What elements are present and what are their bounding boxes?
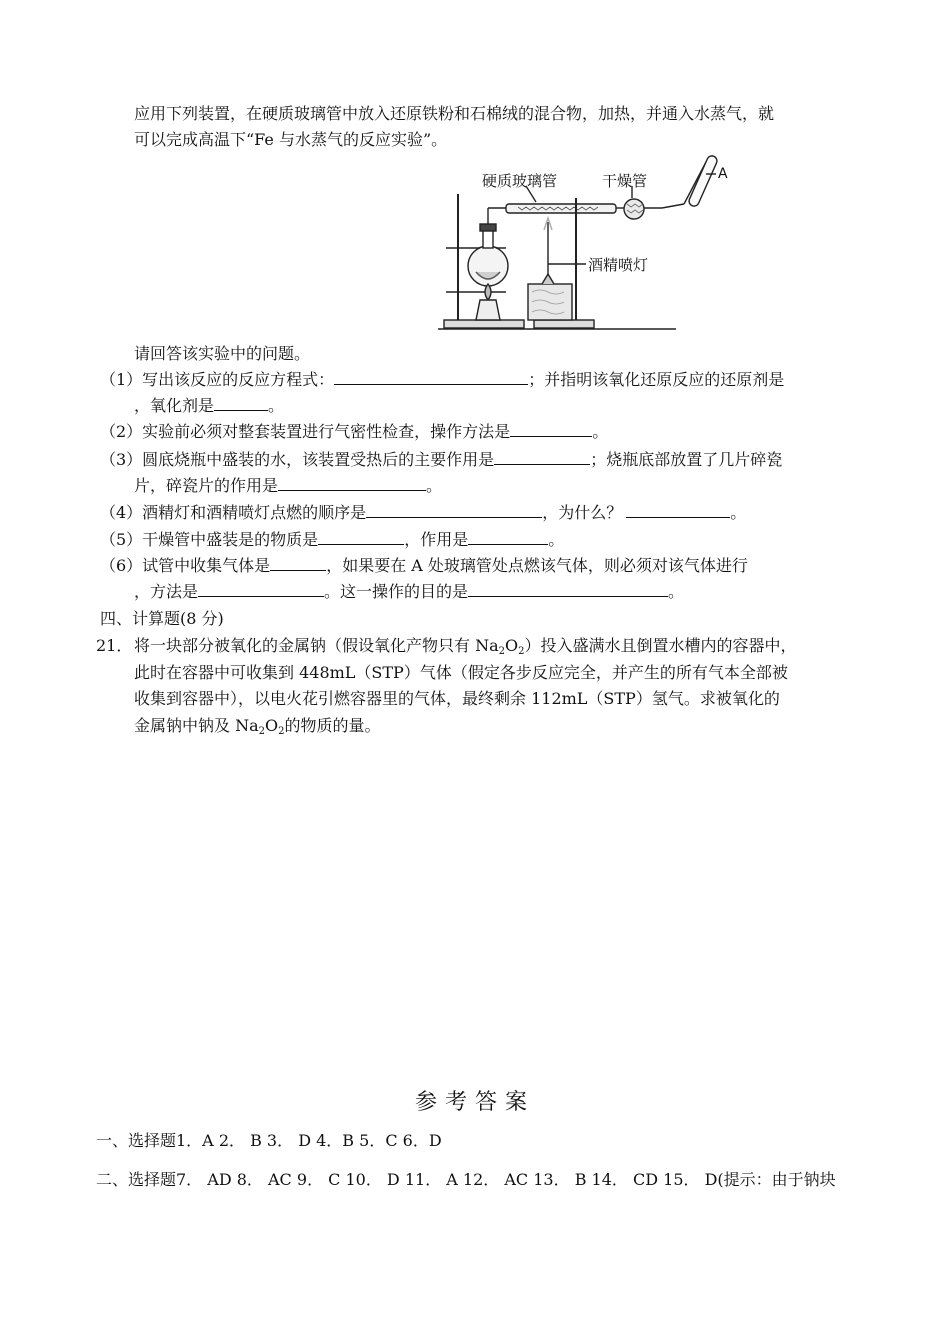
q1-text-b: ；并指明该氧化还原反应的还原剂是 — [528, 370, 785, 389]
q5-text-a: （5）干燥管中盛装是的物质是 — [100, 530, 319, 549]
q3-answer-blank-shards[interactable] — [278, 476, 426, 491]
question-21-line-4 — [134, 716, 381, 736]
q6-text-a: （6）试管中收集气体是 — [100, 556, 271, 575]
q2-text-a: （2）实验前必须对整套装置进行气密性检查，操作方法是 — [100, 422, 511, 441]
question-21-number: 21． — [96, 636, 133, 655]
q21-l1-sub-2: 2 — [518, 646, 525, 657]
q6-answer-blank-purpose[interactable] — [468, 582, 668, 597]
question-4 — [100, 503, 746, 523]
apparatus-figure — [436, 152, 732, 336]
question-1-line-1 — [100, 370, 784, 390]
q21-l4-text-b: O — [265, 716, 279, 735]
answer-line-2: 二、选择题7． AD 8． AC 9． C 10． D 11． A 12． AC 13． B 14． CD 15． D(提示：由于钠块 — [96, 1170, 836, 1189]
q5-text-b: ，作用是 — [404, 530, 469, 549]
label-alcohol-spray-lamp: 酒精喷灯 — [588, 256, 649, 274]
q6-text-b: ，如果要在 A 处玻璃管处点燃该气体，则必须对该气体进行 — [326, 556, 748, 575]
apparatus-diagram — [436, 152, 732, 336]
question-3-line-1 — [100, 450, 782, 470]
q6-answer-blank-method[interactable] — [198, 582, 324, 597]
q6-answer-blank-gas[interactable] — [270, 556, 326, 571]
section-4-heading: 四、计算题(8 分) — [100, 609, 224, 628]
label-hard-glass-tube: 硬质玻璃管 — [482, 172, 558, 190]
q1-answer-blank-oxidant[interactable] — [214, 396, 268, 411]
q4-answer-blank-order[interactable] — [366, 503, 542, 518]
q21-l4-text-a: 金属钠中钠及 Na — [134, 716, 259, 735]
q4-answer-blank-reason[interactable] — [626, 503, 730, 518]
q2-text-b: 。 — [592, 422, 609, 441]
q21-l4-sub-2: 2 — [278, 726, 285, 737]
q21-l1-text-a: 将一块部分被氧化的金属钠（假设氧化产物只有 Na — [134, 636, 499, 655]
q1-text-c: ，氧化剂是 — [134, 396, 215, 415]
q1-text-d: 。 — [268, 396, 285, 415]
q21-l4-sub-1: 2 — [258, 726, 266, 737]
q3-text-d: 。 — [426, 476, 443, 495]
q6-text-d: 。这一操作的目的是 — [324, 582, 469, 601]
q5-text-c: 。 — [548, 530, 565, 549]
q1-answer-blank-equation[interactable] — [334, 370, 528, 385]
prompt-text: 请回答该实验中的问题。 — [134, 344, 311, 363]
q3-answer-blank-water[interactable] — [494, 450, 590, 465]
question-6-line-1 — [100, 556, 748, 576]
q6-text-c: ，方法是 — [134, 582, 199, 601]
question-21-line-1 — [134, 636, 797, 656]
q3-text-b: ；烧瓶底部放置了几片碎瓷 — [590, 450, 783, 469]
q5-answer-blank-substance[interactable] — [318, 530, 404, 545]
question-2 — [100, 422, 608, 442]
q4-text-b: ，为什么？ — [542, 503, 623, 522]
intro-line-2: 可以完成高温下“Fe 与水蒸气的反应实验”。 — [134, 130, 448, 149]
q5-answer-blank-function[interactable] — [468, 530, 548, 545]
question-3-line-2 — [134, 476, 442, 496]
label-drying-tube: 干燥管 — [602, 172, 648, 190]
question-21-line-3: 收集到容器中），以电火花引燃容器里的气体，最终剩余 112mL（STP）氢气。求被氧化的 — [134, 689, 780, 708]
q21-l1-text-c: ）投入盛满水且倒置水槽内的容器中， — [524, 636, 797, 655]
question-6-line-2 — [134, 582, 684, 602]
q21-l4-text-c: 的物质的量。 — [284, 716, 381, 735]
q4-text-a: （4）酒精灯和酒精喷灯点燃的顺序是 — [100, 503, 367, 522]
q2-answer-blank[interactable] — [510, 422, 592, 437]
q6-text-e: 。 — [668, 582, 685, 601]
q4-text-c: 。 — [730, 503, 747, 522]
q3-text-c: 片，碎瓷片的作用是 — [134, 476, 279, 495]
question-5 — [100, 530, 564, 550]
q21-l1-text-b: O — [505, 636, 519, 655]
q21-l1-sub-1: 2 — [498, 646, 506, 657]
label-a: A — [718, 166, 728, 182]
answer-line-1: 一、选择题1．A 2． B 3． D 4．B 5．C 6．D — [96, 1131, 442, 1150]
q1-text-a: （1）写出该反应的反应方程式： — [100, 370, 335, 389]
intro-line-1: 应用下列装置，在硬质玻璃管中放入还原铁粉和石棉绒的混合物，加热，并通入水蒸气，就 — [134, 104, 775, 123]
question-1-line-2 — [134, 396, 284, 416]
question-21-line-2: 此时在容器中可收集到 448mL（STP）气体（假定各步反应完全，并产生的所有气本全部被 — [134, 663, 788, 682]
answer-key-title: 参考答案 — [414, 1090, 535, 1115]
q3-text-a: （3）圆底烧瓶中盛装的水，该装置受热后的主要作用是 — [100, 450, 495, 469]
